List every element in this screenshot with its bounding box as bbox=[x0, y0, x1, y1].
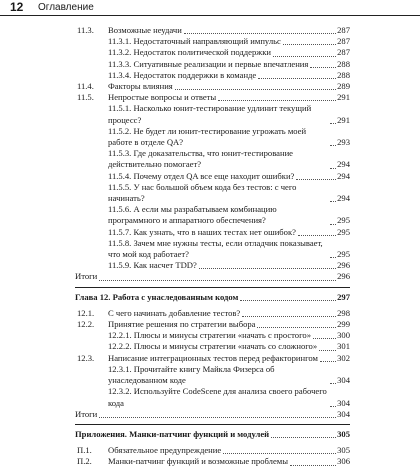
entry-title: Итоги bbox=[75, 271, 98, 282]
entry-title: 11.5.8. Зачем мне нужны тесты, если отладчик показывает, что мой код работает? bbox=[108, 237, 323, 260]
entry-title: 12.3.1. Прочитайте книгу Майкла Физерса об унаследованном коде bbox=[108, 363, 275, 386]
entry-title: 12.3.2. Используйте CodeScene для анализа своего рабочего кода bbox=[108, 386, 327, 408]
dot-leader bbox=[330, 145, 336, 146]
toc-entry-11-5-3[interactable] bbox=[75, 148, 350, 170]
toc-entry-11-5-9[interactable] bbox=[75, 260, 350, 271]
toc-chapter-12[interactable] bbox=[75, 292, 350, 303]
dot-leader bbox=[175, 89, 336, 90]
section-number: 11.3. bbox=[77, 25, 94, 35]
entry-title: 11.5.6. А если мы разрабатываем комбинацию программного и аппаратного обеспечения? bbox=[108, 204, 277, 226]
dot-leader bbox=[313, 338, 336, 339]
entry-title: Принятие решения по стратегии выбора bbox=[108, 319, 256, 330]
entry-page: 299 bbox=[337, 319, 350, 330]
entry-title-text: Плюсы и минусы стратегии «начать со сложного» bbox=[133, 341, 318, 352]
entry-title bbox=[108, 59, 308, 70]
dot-leader bbox=[290, 465, 336, 466]
toc-entry-p-1[interactable] bbox=[75, 445, 350, 456]
running-title: Оглавление bbox=[38, 2, 94, 13]
entry-page: 291 bbox=[337, 92, 350, 103]
dot-leader bbox=[298, 235, 336, 236]
section-number: 12.3. bbox=[77, 352, 95, 363]
entry-page: 305 bbox=[337, 445, 350, 456]
toc-entry-11-4[interactable] bbox=[75, 81, 350, 92]
entry-title: С чего начинать добавление тестов? bbox=[108, 307, 241, 318]
page-header bbox=[0, 0, 420, 14]
header-rule bbox=[0, 15, 420, 16]
entry-title-text: Недостаток политической поддержки bbox=[133, 47, 271, 58]
dot-leader bbox=[99, 280, 336, 281]
entry-title: Написание интеграционных тестов перед рефакторингом bbox=[108, 352, 318, 363]
entry-title: 11.5.4. Почему отдел QA все еще находит ошибки? bbox=[108, 170, 295, 181]
toc-entry-11-3-3[interactable] bbox=[75, 59, 350, 70]
toc-entry-12-2-1[interactable] bbox=[75, 330, 350, 341]
toc-entry-12-3[interactable] bbox=[75, 353, 350, 364]
toc-entry-12-3-2[interactable] bbox=[75, 386, 350, 408]
dot-leader bbox=[319, 350, 336, 351]
dot-leader bbox=[283, 44, 336, 45]
dot-leader bbox=[257, 327, 336, 328]
dot-leader bbox=[258, 78, 336, 79]
chapter-divider bbox=[75, 287, 350, 288]
toc-entry-11-3-2[interactable] bbox=[75, 47, 350, 58]
entry-page: 289 bbox=[337, 81, 350, 92]
toc-entry-12-2[interactable] bbox=[75, 319, 350, 330]
toc-entry-11-5-4[interactable] bbox=[75, 171, 350, 182]
entry-title bbox=[108, 330, 311, 341]
chapter-page: 297 bbox=[337, 291, 350, 302]
chapter-title: Глава 12. Работа с унаследованным кодом bbox=[75, 291, 239, 302]
entry-page: 298 bbox=[337, 307, 350, 318]
entry-title-text: Недостаточный направляющий импульс bbox=[133, 36, 281, 47]
toc-entry-11-5-2[interactable] bbox=[75, 126, 350, 148]
toc-entry-11-5-7[interactable] bbox=[75, 227, 350, 238]
entry-page: 287 bbox=[337, 47, 350, 58]
toc-entry-summary-11[interactable] bbox=[75, 271, 350, 282]
entry-page: 288 bbox=[337, 58, 350, 69]
entry-page: 294 bbox=[337, 193, 350, 204]
dot-leader bbox=[223, 453, 336, 454]
entry-page: 293 bbox=[337, 137, 350, 148]
entry-page: 302 bbox=[337, 352, 350, 363]
toc-entry-summary-12[interactable] bbox=[75, 409, 350, 420]
toc-appendix[interactable] bbox=[75, 429, 350, 440]
toc-entry-11-5-6[interactable] bbox=[75, 204, 350, 226]
toc-entry-11-3[interactable] bbox=[75, 25, 350, 36]
entry-title: 11.5.3. Где доказательства, что юнит-тестирование действительно помогает? bbox=[108, 148, 293, 170]
entry-title: 11.5.1. Насколько юнит-тестирование удлинит текущий процесс? bbox=[108, 103, 312, 125]
toc-entry-11-5-8[interactable] bbox=[75, 238, 350, 260]
entry-page: 288 bbox=[337, 69, 350, 80]
entry-title: Возможные неудачи bbox=[108, 25, 182, 35]
dot-leader bbox=[330, 224, 336, 225]
toc-entry-11-5-1[interactable] bbox=[75, 103, 350, 125]
entry-title: Непростые вопросы и ответы bbox=[108, 92, 217, 103]
section-number: 12.2.1. bbox=[108, 330, 132, 341]
dot-leader bbox=[330, 257, 336, 258]
dot-leader bbox=[184, 33, 336, 34]
section-number: 12.2.2. bbox=[108, 341, 132, 352]
chapter-title: Приложения. Манки-патчинг функций и модулей bbox=[75, 428, 270, 439]
dot-leader bbox=[310, 67, 336, 68]
entry-title-text: Ситуативные реализации и первые впечатления bbox=[133, 58, 309, 69]
chapter-page: 305 bbox=[337, 428, 350, 439]
table-of-contents bbox=[75, 25, 350, 468]
section-number: 11.5. bbox=[77, 92, 94, 103]
section-number: 11.3.4. bbox=[108, 69, 132, 80]
dot-leader bbox=[330, 168, 336, 169]
entry-page: 295 bbox=[337, 215, 350, 226]
section-number: 11.3.3. bbox=[108, 58, 132, 69]
entry-page: 306 bbox=[337, 456, 350, 467]
dot-leader bbox=[240, 300, 336, 301]
dot-leader bbox=[296, 179, 336, 180]
entry-page: 291 bbox=[337, 114, 350, 125]
dot-leader bbox=[218, 100, 336, 101]
section-number: 11.3.2. bbox=[108, 47, 132, 58]
toc-entry-11-5[interactable] bbox=[75, 92, 350, 103]
entry-page: 304 bbox=[337, 397, 350, 408]
entry-title-text: Плюсы и минусы стратегии «начать с простого» bbox=[133, 330, 312, 341]
entry-page: 296 bbox=[337, 271, 350, 282]
toc-entry-12-2-2[interactable] bbox=[75, 341, 350, 352]
toc-entry-12-3-1[interactable] bbox=[75, 364, 350, 386]
chapter-divider bbox=[75, 424, 350, 425]
entry-title bbox=[108, 36, 281, 47]
section-number: П.2. bbox=[77, 456, 92, 467]
dot-leader bbox=[242, 316, 336, 317]
entry-page: 295 bbox=[337, 249, 350, 260]
entry-title: 11.5.9. Как насчет TDD? bbox=[108, 260, 197, 271]
entry-title: Обязательное предупреждение bbox=[108, 445, 222, 456]
toc-entry-11-3-1[interactable] bbox=[75, 36, 350, 47]
section-number: 11.4. bbox=[77, 81, 94, 92]
entry-page: 300 bbox=[337, 330, 350, 341]
entry-title bbox=[108, 47, 271, 58]
entry-title: Факторы влияния bbox=[108, 81, 173, 92]
entry-title: Итоги bbox=[75, 408, 98, 419]
entry-title bbox=[108, 70, 256, 81]
toc-entry-12-1[interactable] bbox=[75, 308, 350, 319]
entry-page: 294 bbox=[337, 159, 350, 170]
entry-page: 295 bbox=[337, 226, 350, 237]
section-number: 12.1. bbox=[77, 307, 95, 318]
dot-leader bbox=[320, 361, 336, 362]
dot-leader bbox=[330, 406, 336, 407]
dot-leader bbox=[199, 268, 336, 269]
entry-page: 301 bbox=[337, 341, 350, 352]
toc-entry-11-5-5[interactable] bbox=[75, 182, 350, 204]
dot-leader bbox=[330, 383, 336, 384]
entry-title: 11.5.7. Как узнать, что в наших тестах нет ошибок? bbox=[108, 226, 296, 237]
entry-page: 296 bbox=[337, 260, 350, 271]
entry-page: 294 bbox=[337, 170, 350, 181]
entry-page: 304 bbox=[337, 375, 350, 386]
entry-title: 11.5.2. Не будет ли юнит-тестирование угрожать моей работе в отделе QA? bbox=[108, 125, 307, 148]
dot-leader bbox=[273, 56, 336, 57]
dot-leader bbox=[330, 201, 336, 202]
section-number: 12.2. bbox=[77, 319, 95, 330]
dot-leader bbox=[330, 123, 336, 124]
section-number: 11.3.1. bbox=[108, 36, 132, 47]
entry-page: 287 bbox=[337, 36, 350, 47]
entry-page: 304 bbox=[337, 408, 350, 419]
entry-page: 287 bbox=[337, 25, 350, 35]
entry-title-text: Недостаток поддержки в команде bbox=[133, 69, 257, 80]
toc-entry-p-2[interactable] bbox=[75, 456, 350, 467]
page-number: 12 bbox=[10, 0, 24, 14]
entry-title: Манки-патчинг функций и возможные проблемы bbox=[108, 456, 288, 467]
toc-entry-11-3-4[interactable] bbox=[75, 70, 350, 81]
entry-title bbox=[108, 341, 317, 352]
entry-title: 11.5.5. У нас большой объем кода без тестов: с чего начинать? bbox=[108, 181, 297, 204]
dot-leader bbox=[99, 417, 336, 418]
section-number: П.1. bbox=[77, 445, 92, 456]
dot-leader bbox=[271, 437, 336, 438]
